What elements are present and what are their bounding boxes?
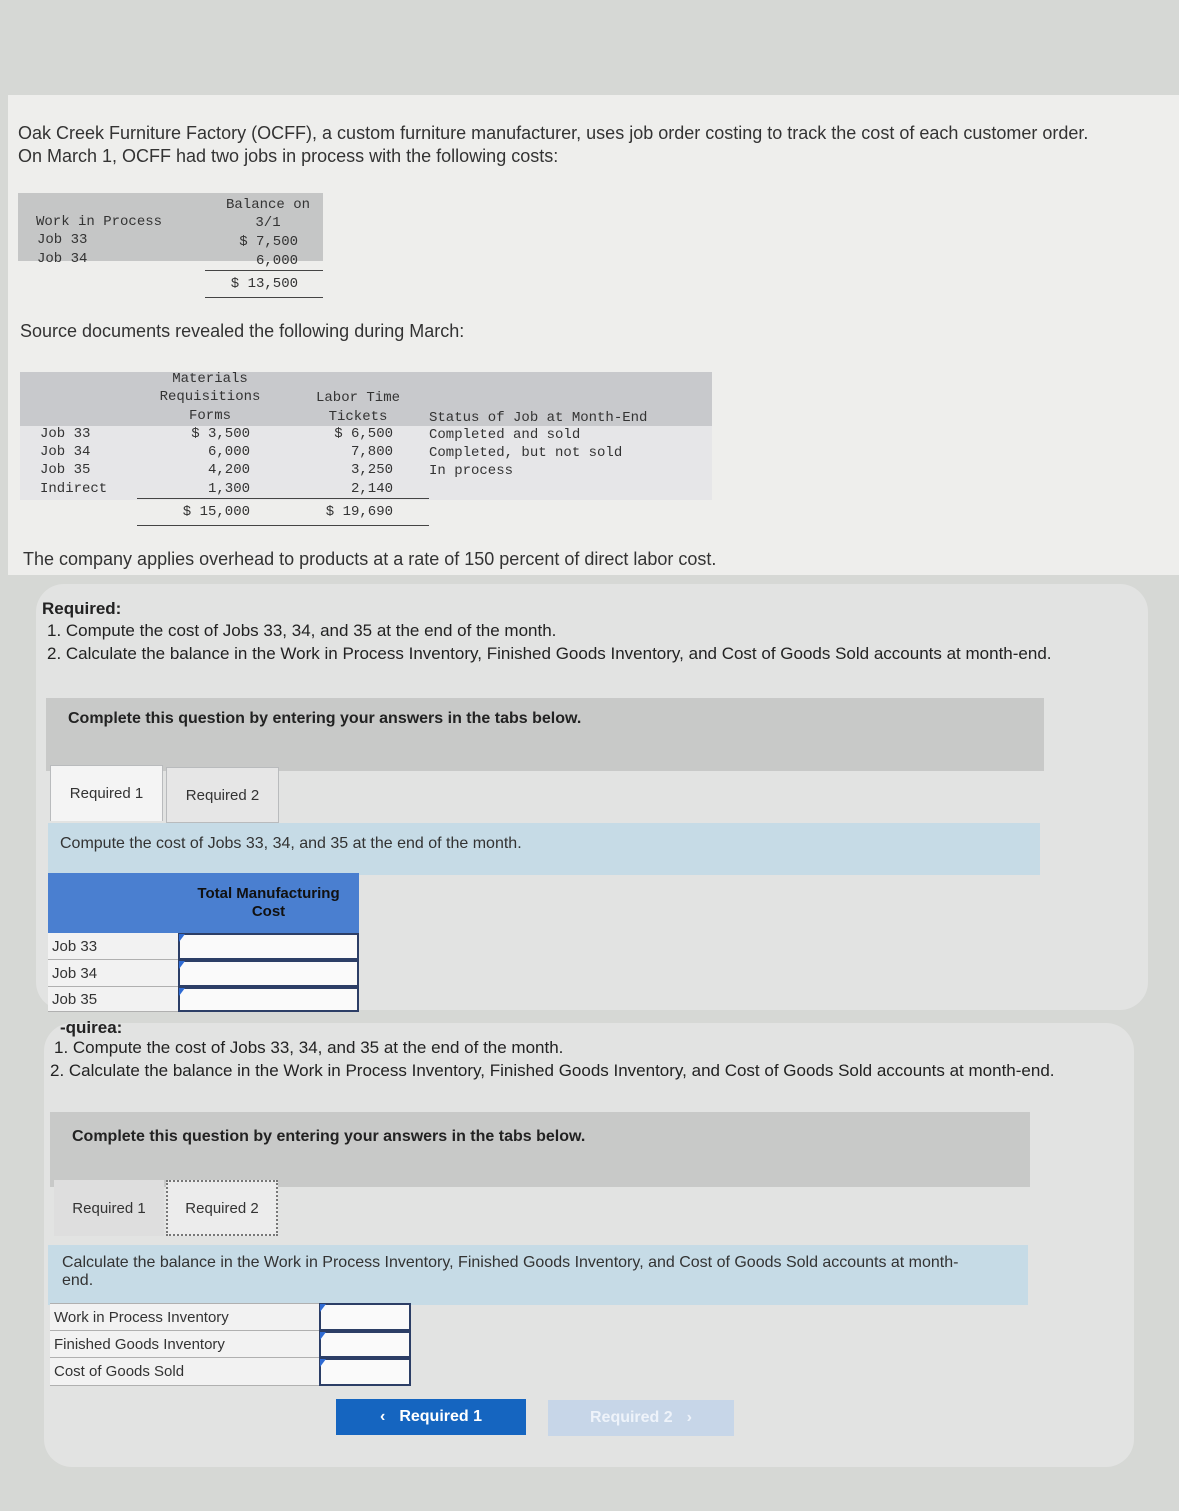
materials-header-1: Materials	[172, 371, 248, 387]
account-row-label: Work in Process Inventory	[50, 1303, 319, 1331]
required-title: Required:	[42, 599, 122, 618]
intro-line-2: On March 1, OCFF had two jobs in process with the following costs:	[18, 146, 559, 166]
materials-header-2: Requisitions	[159, 389, 261, 405]
source-row-labor: 3,250	[350, 462, 393, 478]
source-row-labor: 2,140	[350, 481, 393, 497]
wip-row-label: Job 33	[37, 232, 88, 248]
source-row-label: Job 35	[40, 462, 91, 478]
source-documents-table	[20, 368, 715, 528]
header-line-2: Cost	[251, 903, 286, 920]
wip-total: $ 13,500	[230, 276, 298, 292]
instruction-line-1: Calculate the balance in the Work in Process Inventory, Finished Goods Inventory, and Cost of Goods Sold accounts at month-	[62, 1254, 959, 1271]
materials-header-3: Forms	[188, 408, 231, 424]
source-row-label: Job 34	[40, 444, 91, 460]
wip-inventory-input[interactable]	[319, 1303, 411, 1331]
wip-col-header-2: 3/1	[255, 215, 281, 231]
required-title: -quirea:	[60, 1018, 123, 1037]
complete-banner-text: Complete this question by entering your answers in the tabs below.	[72, 1128, 586, 1145]
complete-banner	[50, 1112, 1030, 1187]
source-intro: Source documents revealed the following during March:	[20, 321, 465, 341]
source-row-label: Job 33	[40, 426, 91, 442]
wip-col-label: Work in Process	[36, 214, 163, 230]
cogs-input[interactable]	[319, 1358, 411, 1386]
wip-col-header-1: Balance on	[225, 197, 310, 213]
job-34-cost-input[interactable]	[178, 960, 359, 987]
job-35-cost-input[interactable]	[178, 987, 359, 1012]
account-row-label: Cost of Goods Sold	[50, 1358, 319, 1386]
instruction-line-2: end.	[62, 1272, 94, 1289]
overhead-rate-text: The company applies overhead to products at a rate of 150 percent of direct labor cost.	[23, 549, 717, 569]
account-row-label: Finished Goods Inventory	[50, 1331, 319, 1358]
required-item-2: 2. Calculate the balance in the Work in Process Inventory, Finished Goods Inventory, and Cost of Goods Sold accounts at month-end.	[47, 644, 1052, 663]
tab-required-1[interactable]: Required 1	[54, 1180, 164, 1236]
source-row-materials: 1,300	[207, 481, 250, 497]
chevron-right-icon: ›	[686, 1409, 692, 1426]
next-required-2-button[interactable]	[548, 1400, 734, 1436]
tab-required-1[interactable]: Required 1	[50, 765, 163, 821]
intro-line-1: Oak Creek Furniture Factory (OCFF), a custom furniture manufacturer, uses job order costing to track the cost of each customer order.	[18, 123, 1089, 143]
wip-row-value: 6,000	[255, 253, 298, 269]
required-item-2: 2. Calculate the balance in the Work in Process Inventory, Finished Goods Inventory, and Cost of Goods Sold accounts at month-end.	[50, 1061, 1055, 1080]
source-row-status: In process	[429, 463, 514, 479]
source-row-labor: 7,800	[350, 444, 393, 460]
tab-required-2[interactable]: Required 2	[166, 1180, 278, 1236]
prev-required-1-button[interactable]	[336, 1399, 526, 1435]
instruction-bar	[48, 1245, 1028, 1305]
source-row-materials: 4,200	[207, 462, 250, 478]
source-row-labor: $ 6,500	[334, 426, 393, 442]
source-row-materials: $ 3,500	[191, 426, 250, 442]
required-item-1: 1. Compute the cost of Jobs 33, 34, and 35 at the end of the month.	[47, 621, 557, 640]
source-row-materials: 6,000	[207, 444, 250, 460]
complete-banner	[46, 698, 1044, 771]
source-row-status: Completed and sold	[429, 427, 581, 443]
complete-banner-text: Complete this question by entering your answers in the tabs below.	[68, 710, 582, 727]
wip-row-value: $ 7,500	[239, 234, 298, 250]
wip-row-label: Job 34	[37, 251, 88, 267]
source-row-status: Completed, but not sold	[429, 445, 623, 461]
total-manufacturing-cost-header	[178, 873, 359, 933]
required-item-1: 1. Compute the cost of Jobs 33, 34, and 35 at the end of the month.	[54, 1038, 564, 1057]
chevron-left-icon: ‹	[379, 1408, 386, 1425]
job-row-label: Job 34	[48, 960, 178, 987]
wip-balance-table	[18, 193, 323, 303]
source-total-materials: $ 15,000	[182, 504, 250, 520]
labor-header-2: Tickets	[328, 409, 388, 425]
job-row-label: Job 35	[48, 987, 178, 1012]
grid-header-blank	[48, 873, 178, 933]
instruction-bar: Compute the cost of Jobs 33, 34, and 35 at the end of the month.	[48, 823, 1040, 875]
source-total-labor: $ 19,690	[325, 504, 393, 520]
header-line-1: Total Manufacturing	[197, 885, 340, 902]
tab-required-2[interactable]: Required 2	[166, 767, 279, 823]
status-header: Status of Job at Month-End	[429, 410, 648, 426]
problem-intro	[18, 122, 1168, 168]
job-33-cost-input[interactable]	[178, 933, 359, 960]
job-row-label: Job 33	[48, 933, 178, 960]
labor-header-1: Labor Time	[315, 390, 400, 406]
next-button-label: Required 2	[589, 1409, 673, 1426]
prev-button-label: Required 1	[399, 1408, 482, 1425]
finished-goods-input[interactable]	[319, 1331, 411, 1358]
source-row-label: Indirect	[40, 481, 108, 497]
